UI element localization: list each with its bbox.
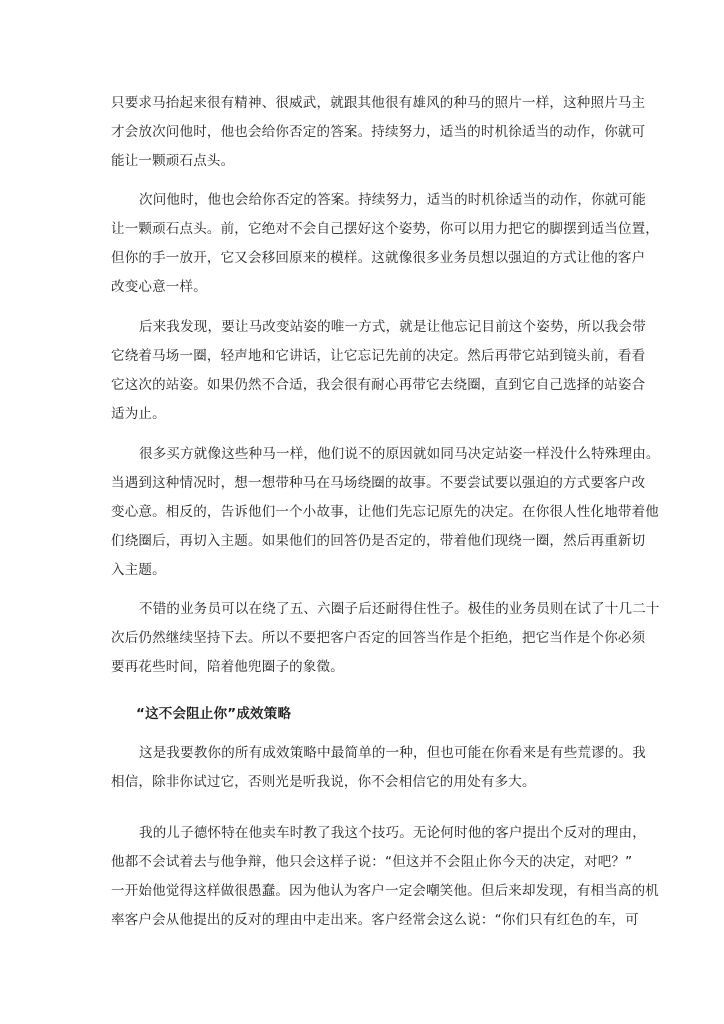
text-line: 要再花些时间，陪着他兜圈子的象徵。 [111, 659, 344, 675]
text-line: 一开始他觉得这样做很愚蠢。因为他认为客户一定会嘲笑他。但后来却发现，有相当高的机 [111, 883, 659, 899]
text-line: 相信，除非你试过它，否则光是听我说，你不会相信它的用处有多大。 [111, 774, 536, 790]
text-line: 能让一颗顽石点头。 [111, 153, 235, 169]
text-line: 很多买方就像这些种马一样，他们说不的原因就如同马决定站姿一样没什么特殊理由。 [139, 446, 660, 462]
text-line: 适为止。 [111, 406, 166, 422]
text-line: 他都不会试着去与他争辩，他只会这样子说：“但这并不会阻止你今天的决定，对吧？” [111, 854, 633, 870]
text-line: 后来我发现，要让马改变站姿的唯一方式，就是让他忘记目前这个姿势，所以我会带 [139, 319, 646, 335]
text-line: 我的儿子德怀特在他卖车时教了我这个技巧。无论何时他的客户提出个反对的理由， [139, 825, 646, 841]
text-line: 改变心意一样。 [111, 279, 207, 295]
text-line: 才会放次问他时，他也会给你否定的答案。持续努力，适当的时机徐适当的动作，你就可 [111, 124, 646, 140]
text-line: 不错的业务员可以在绕了五、六圈子后还耐得住性子。极佳的业务员则在试了十几二十 [139, 601, 660, 617]
text-line: 这是我要教你的所有成效策略中最简单的一种，但也可能在你看来是有些荒谬的。我 [139, 745, 646, 761]
text-line: 让一颗顽石点头。前，它绝对不会自己摆好这个姿势，你可以用力把它的脚摆到适当位置， [111, 221, 659, 237]
text-line: 变心意。相反的，告诉他们一个小故事，让他们先忘记原先的决定。在你很人性化地带着他 [111, 504, 659, 520]
section-heading: “这不会阻止你”成效策略 [136, 706, 292, 722]
text-line: 当遇到这种情况时，想一想带种马在马场绕圈的故事。不要尝试要以强迫的方式要客户改 [111, 475, 646, 491]
text-line: 次问他时，他也会给你否定的答案。持续努力，适当的时机徐适当的动作，你就可能 [139, 192, 646, 208]
text-line: 入主题。 [111, 562, 166, 578]
text-line: 它绕着马场一圈，轻声地和它讲话，让它忘记先前的决定。然后再带它站到镜头前，看看 [111, 348, 646, 364]
text-line: 只要求马抬起来很有精神、很威武，就跟其他很有雄风的种马的照片一样，这种照片马主 [111, 95, 646, 111]
text-line: 率客户会从他提出的反对的理由中走出来。客户经常会这么说：“你们只有红色的车，可 [111, 912, 639, 928]
text-line: 但你的手一放开，它又会移回原来的模样。这就像很多业务员想以强迫的方式让他的客户 [111, 250, 646, 266]
text-line: 次后仍然继续坚持下去。所以不要把客户否定的回答当作是个拒绝，把它当作是个你必须 [111, 630, 646, 646]
text-line: 们绕圈后，再切入主题。如果他们的回答仍是否定的，带着他们现绕一圈，然后再重新切 [111, 533, 646, 549]
text-line: 它这次的站姿。如果仍然不合适，我会很有耐心再带它去绕圈，直到它自己选择的站姿合 [111, 377, 646, 393]
